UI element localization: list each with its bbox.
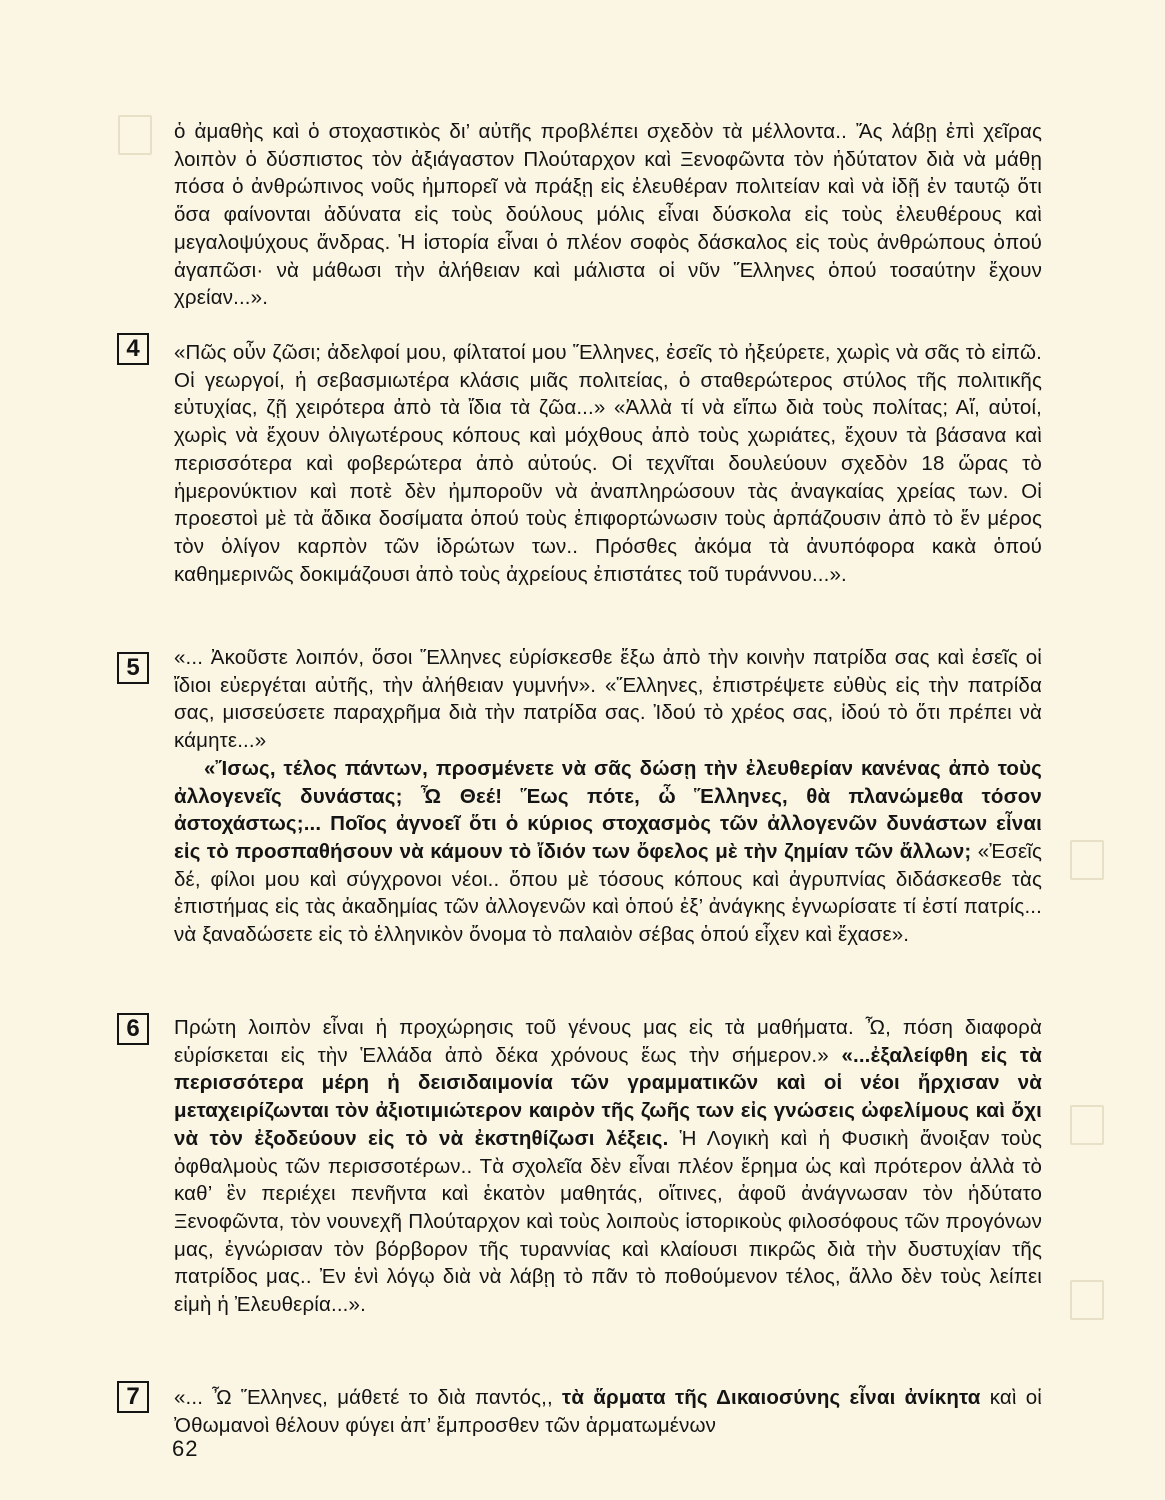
text-run: καὶ οἱ Ὀθωμανοὶ θέλουν φύγει ἀπ’ ἔμπροσθεν τῶν ἁρματωμένων <box>174 1386 1042 1437</box>
paragraph <box>174 755 1042 949</box>
section-6 <box>174 1014 1042 1319</box>
bold-text-run: «Ἴσως, τέλος πάντων, προσμένετε νὰ σᾶς δώσῃ τὴν ἐλευθερίαν κανένας ἀπὸ τοὺς ἀλλογενεῖς δυνάστας; Ὦ Θεέ! Ἕως πότε, ὦ Ἕλληνες, θὰ πλανώμεθα τόσον ἀστοχάστως;... Ποῖος ἀγνοεῖ ὅτι ὁ κύριος στοχασμὸς τῶν ἀλλογενῶν δυνάστων εἶναι εἰς τὸ προσπαθήσουν νὰ κάμουν τὸ ἴδιόν των ὄφελος μὲ τὴν ζημίαν τῶν ἄλλων; <box>174 756 1042 863</box>
text-run: «Πῶς οὖν ζῶσι; ἀδελφοί μου, φίλτατοί μου Ἕλληνες, ἐσεῖς τὸ ἠξεύρετε, χωρὶς νὰ σᾶς τὸ εἰπῶ. Οἱ γεωργοί, ἡ σεβασμιωτέρα κλάσις μιᾶς πολιτείας, ὁ σταθερώτερος στύλος τῆς πολιτικῆς εὐτυχίας, ζῇ χειρότερα ἀπὸ τὰ ἴδια τὰ ζῶα...» «Ἀλλὰ τί νὰ εἴπω διὰ τοὺς πολίτας; Αἴ, αὐτοί, χωρὶς νὰ ἔχουν ὀλιγωτέρους κόπους καὶ μόχθους ἀπὸ τοὺς χωριάτες, ἔχουν τὰ βάσανα καὶ περισσότερα καὶ φοβερώτερα ἀπὸ αὐτούς. Οἱ τεχνῖται δουλεύουν σχεδὸν 18 ὥρας τὸ ἡμερονύκτιον καὶ ποτὲ δὲν ἠμποροῦν νὰ ἀναπληρώσουν τὰς ἀναγκαίας χρείας των. Οἱ προεστοὶ μὲ τὰ ἄδικα δοσίματα ὁπού τοὺς ἐπιφορτώνωσιν τοὺς ἁρπάζουσιν ἀπὸ τὸ ἕν μέρος τὸν ὀλίγον καρπὸν τῶν ἱδρώτων των.. Πρόσθες ἀκόμα τὰ ἀνυπόφορα κακὰ ὁπού καθημερινῶς δοκιμάζουσι ἀπὸ τοὺς ἀχρείους ἐπιστάτες τοῦ τυράννου...». <box>174 341 1042 586</box>
bold-text-run: τὰ ἅρματα τῆς Δικαιοσύνης εἶναι ἀνίκητα <box>562 1386 981 1409</box>
ghost-mark <box>1070 1105 1104 1145</box>
section-number-box: 4 <box>117 333 149 365</box>
section-7 <box>174 1384 1042 1439</box>
section-number-box: 5 <box>117 652 149 684</box>
text-run: Πρώτη λοιπὸν εἶναι ἡ προχώρησις τοῦ γένους μας εἰς τὰ μαθήματα. Ὦ, πόση διαφορὰ εὑρίσκεται εἰς τὴν Ἑλλάδα ἀπὸ δέκα χρόνους ἕως τὴν σήμερον.» <box>174 1016 1042 1067</box>
ghost-mark <box>118 115 152 155</box>
text-run: «... Ἀκοῦστε λοιπόν, ὅσοι Ἕλληνες εὑρίσκεσθε ἔξω ἀπὸ τὴν κοινὴν πατρίδα σας καὶ ἐσεῖς οἱ ἴδιοι εὐεργέται αὐτῆς, τὴν ἀλήθειαν γυμνήν». «Ἕλληνες, ἐπιστρέψετε εὐθὺς εἰς τὴν πατρίδα σας, μισσεύσετε παραχρῆμα διὰ τὴν πατρίδα σας. Ἰδού τὸ χρέος σας, ἰδού τὸ ὅτι πρέπει νὰ κάμητε...» <box>174 646 1042 753</box>
bold-text-run: «...ἐξαλείφθη εἰς τὰ περισσότερα μέρη ἡ δεισιδαιμονία τῶν γραμματικῶν καὶ οἱ νέοι ἤρχισαν νὰ μεταχειρίζωνται τὸν ἀξιοτιμιώτερον καιρὸν τῆς ζωῆς των εἰς γνώσεις ὠφελίμους καὶ ὄχι νὰ τὸν ἐξοδεύουν εἰς τὸ νὰ ἐκστηθίζωσι λέξεις. <box>174 1043 1042 1150</box>
paragraph <box>174 339 1042 588</box>
section-continuation <box>174 118 1042 312</box>
ghost-mark <box>1070 840 1104 880</box>
paragraph <box>174 644 1042 755</box>
text-run: «Ἐσεῖς δέ, φίλοι μου καὶ σύγχρονοι νέοι.. ὅπου μὲ τόσους κόπους καὶ ἀγρυπνίας διδάσκεσθε τὰς ἐπιστήμας εἰς τὰς ἀκαδημίας τῶν ἀλλογενῶν καὶ ὁπού ἐξ’ ἀνάγκης ἐγνωρίσατε τί ἐστί πατρίς... νὰ ξαναδώσετε εἰς τὸ ἑλληνικὸν ὄνομα τὸ παλαιὸν σέβας ὁπού εἶχεν καὶ ἔχασε». <box>174 839 1042 947</box>
paragraph <box>174 1014 1042 1319</box>
paragraph <box>174 118 1042 312</box>
section-number-box: 6 <box>117 1013 149 1045</box>
page-number: 62 <box>172 1436 199 1461</box>
text-run: ὁ ἀμαθὴς καὶ ὁ στοχαστικὸς δι’ αὐτῆς προβλέπει σχεδὸν τὰ μέλλοντα.. Ἄς λάβῃ ἐπὶ χεῖρας λοιπὸν ὁ δύσπιστος τὸν ἀξιάγαστον Πλούταρχον καὶ Ξενοφῶντα τὸν ἡδύτατον διὰ νὰ μάθῃ πόσα ὁ ἀνθρώπινος νοῦς ἠμπορεῖ νὰ πράξῃ εἰς ἐλευθέραν πολιτείαν καὶ νὰ ἰδῇ ἐν ταυτῷ ὅτι ὅσα φαίνονται ἀδύνατα εἰς τοὺς δούλους μόλις εἶναι δύσκολα εἰς τοὺς ἐλευθέρους καὶ μεγαλοψύχους ἄνδρας. Ἡ ἱστορία εἶναι ὁ πλέον σοφὸς δάσκαλος εἰς τοὺς ἀνθρώπους ὁπού ἀγαπῶσι· νὰ μάθωσι τὴν ἀλήθειαν καὶ μάλιστα οἱ νῦν Ἕλληνες ὁπού τοσαύτην ἔχουν χρείαν...». <box>174 120 1042 310</box>
text-run: «... Ὦ Ἕλληνες, μάθετέ το διὰ παντός,, <box>174 1386 563 1409</box>
text-run: Ἡ Λογικὴ καὶ ἡ Φυσικὴ ἄνοιξαν τοὺς ὀφθαλμοὺς τῶν περισσοτέρων.. Τὰ σχολεῖα δὲν εἶναι πλέον ἔρημα ὡς καὶ πρότερον ἀλλὰ τὸ καθ’ ἓν περιέχει πενῆντα καὶ ἑκατὸν μαθητάς, οἵτινες, ἀφοῦ ἀνάγνωσαν τὸν ἡδύτατο Ξενοφῶντα, τὸν νουνεχῆ Πλούταρχον καὶ τοὺς λοιποὺς ἱστορικοὺς φιλοσόφους τῶν προγόνων μας, ἐγνώρισαν τὸν βόρβορον τῆς τυραννίας καὶ κλαίουσι πικρῶς διὰ τὴν δυστυχίαν τῆς πατρίδος μας.. Ἐν ἑνὶ λόγῳ διὰ νὰ λάβῃ τὸ πᾶν τὸ ποθούμενον τέλος, ἄλλο δὲν τοὺς λείπει εἰμὴ ἡ Ἐλευθερία...». <box>174 1126 1042 1317</box>
section-5 <box>174 644 1042 949</box>
section-4 <box>174 339 1042 588</box>
paragraph <box>174 1384 1042 1439</box>
section-number-box: 7 <box>117 1381 149 1413</box>
ghost-mark <box>1070 1280 1104 1320</box>
